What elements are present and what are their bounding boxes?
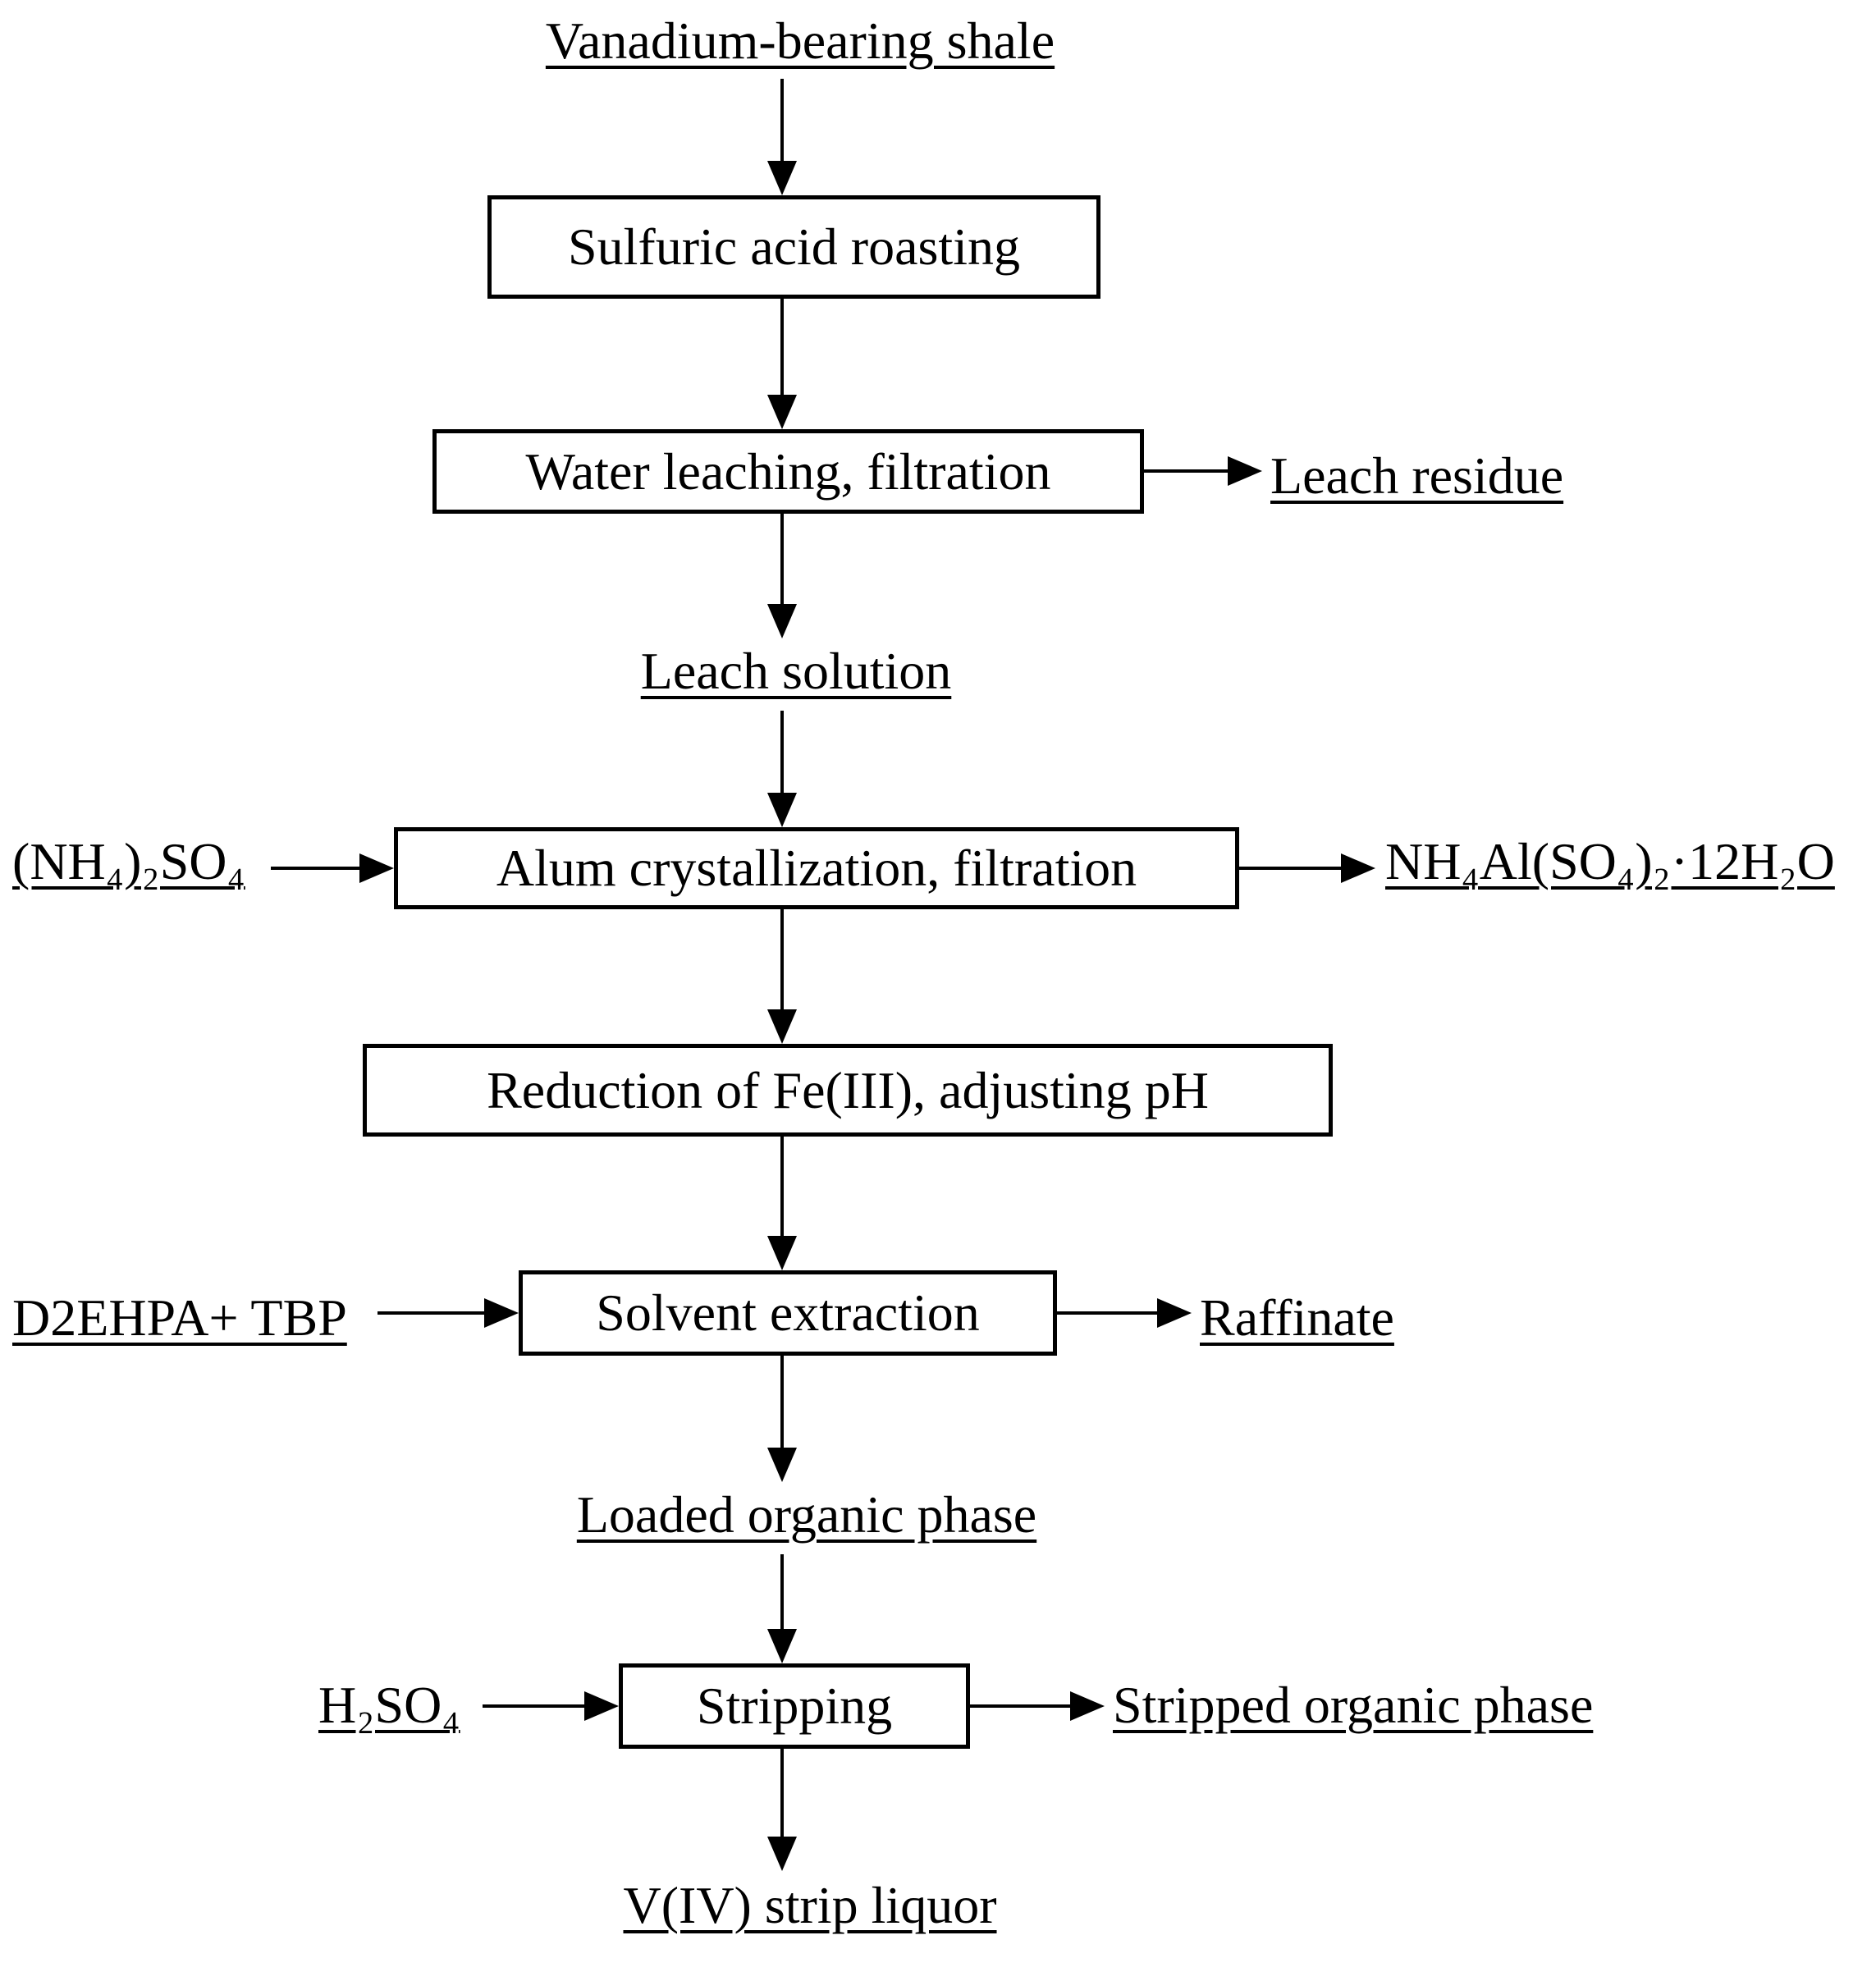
label-vanadium-bearing-shale: Vanadium-bearing shale [545,11,1055,70]
label-leach-residue: Leach residue [1270,446,1564,505]
arrow-roasting-to-leaching [780,299,784,395]
arrow-source-to-roasting [780,79,784,161]
label-ammonium-sulfate: (NH₄)₂SO₄ [12,832,245,890]
arrow-stripping-to-stripped [970,1704,1070,1708]
arrow-solution-to-alum [780,711,784,793]
label-strip-liquor: V(IV) strip liquor [623,1876,997,1934]
label-extractant-d2ehpa-tbp: D2EHPA+ TBP [12,1288,347,1347]
arrow-stripping-to-liquor [780,1749,784,1837]
arrow-leaching-to-residue [1144,469,1228,473]
arrow-alum-to-product [1239,867,1341,870]
process-box-water-leaching-filtration: Water leaching, filtration [432,429,1144,514]
label-stripped-organic-phase: Stripped organic phase [1113,1676,1594,1734]
arrow-extraction-to-loaded [780,1356,784,1448]
arrow-sulfuric-acid-input [483,1704,584,1708]
process-box-alum-crystallization-filtration: Alum crystallization, filtration [394,827,1239,909]
process-box-solvent-extraction: Solvent extraction [519,1270,1057,1356]
process-box-reduction-adjust-ph: Reduction of Fe(III), adjusting pH [363,1044,1333,1137]
arrow-ammonium-sulfate-input [271,867,359,870]
arrow-reduction-to-extraction [780,1137,784,1236]
label-sulfuric-acid: H₂SO₄ [318,1676,460,1734]
process-box-sulfuric-acid-roasting: Sulfuric acid roasting [487,195,1100,299]
arrow-alum-to-reduction [780,909,784,1009]
label-loaded-organic-phase: Loaded organic phase [576,1485,1037,1544]
arrow-extraction-to-raffinate [1057,1311,1157,1315]
process-box-stripping: Stripping [619,1663,970,1749]
label-leach-solution: Leach solution [640,642,952,700]
arrow-loaded-to-stripping [780,1554,784,1629]
label-alum-product: NH₄Al(SO₄)₂·12H₂O [1385,832,1835,890]
arrow-leaching-to-solution [780,514,784,604]
arrow-extractant-input [377,1311,484,1315]
label-raffinate: Raffinate [1200,1288,1394,1347]
